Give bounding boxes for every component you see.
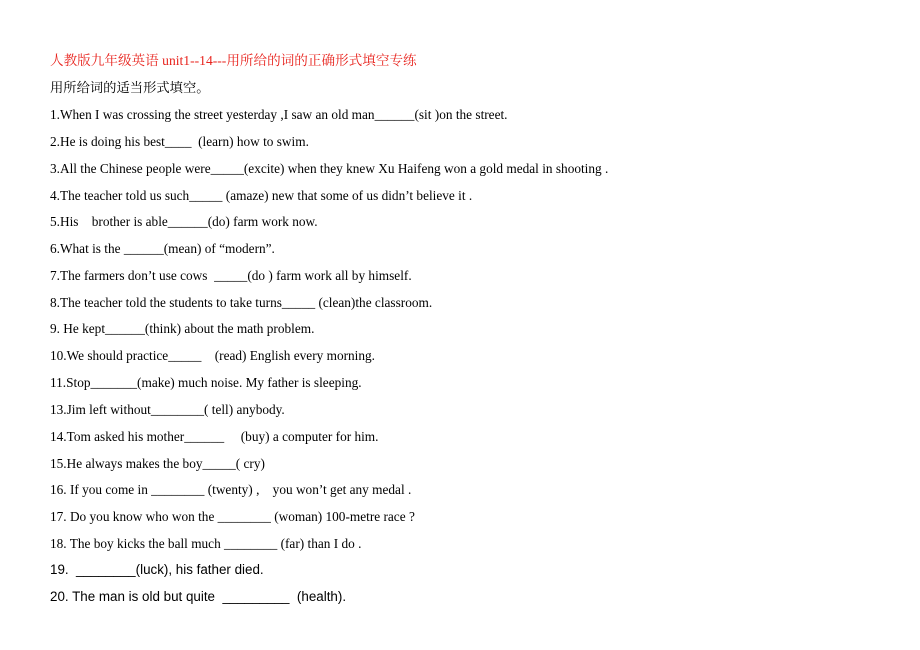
question-16: 16. If you come in ________ (twenty) , you won’t get any medal . [50,482,412,497]
question-19: 19. ________(luck), his father died. [50,562,264,577]
question-11: 11.Stop_______(make) much noise. My father is sleeping. [50,375,362,390]
question-7: 7.The farmers don’t use cows _____(do ) farm work all by himself. [50,268,412,283]
worksheet-title: 人教版九年级英语 unit1--14---用所给的词的正确形式填空专练 [50,53,417,68]
question-14: 14.Tom asked his mother______ (buy) a computer for him. [50,429,379,444]
question-4: 4.The teacher told us such_____ (amaze) new that some of us didn’t believe it . [50,188,473,203]
question-2: 2.He is doing his best____ (learn) how to swim. [50,134,309,149]
question-10: 10.We should practice_____ (read) English every morning. [50,348,375,363]
question-15: 15.He always makes the boy_____( cry) [50,456,265,471]
question-6: 6.What is the ______(mean) of “modern”. [50,241,275,256]
question-20: 20. The man is old but quite _________ (health). [50,589,347,604]
question-17: 17. Do you know who won the ________ (woman) 100-metre race ? [50,509,415,524]
question-9: 9. He kept______(think) about the math problem. [50,321,315,336]
question-8: 8.The teacher told the students to take turns_____ (clean)the classroom. [50,295,433,310]
question-3: 3.All the Chinese people were_____(excite) when they knew Xu Haifeng won a gold medal in shooting . [50,161,609,176]
question-5: 5.His brother is able______(do) farm work now. [50,214,318,229]
question-18: 18. The boy kicks the ball much ________ (far) than I do . [50,536,362,551]
instruction-text: 用所给词的适当形式填空。 [50,80,210,95]
question-13: 13.Jim left without________( tell) anybody. [50,402,285,417]
question-1: 1.When I was crossing the street yesterday ,I saw an old man______(sit )on the street. [50,107,508,122]
